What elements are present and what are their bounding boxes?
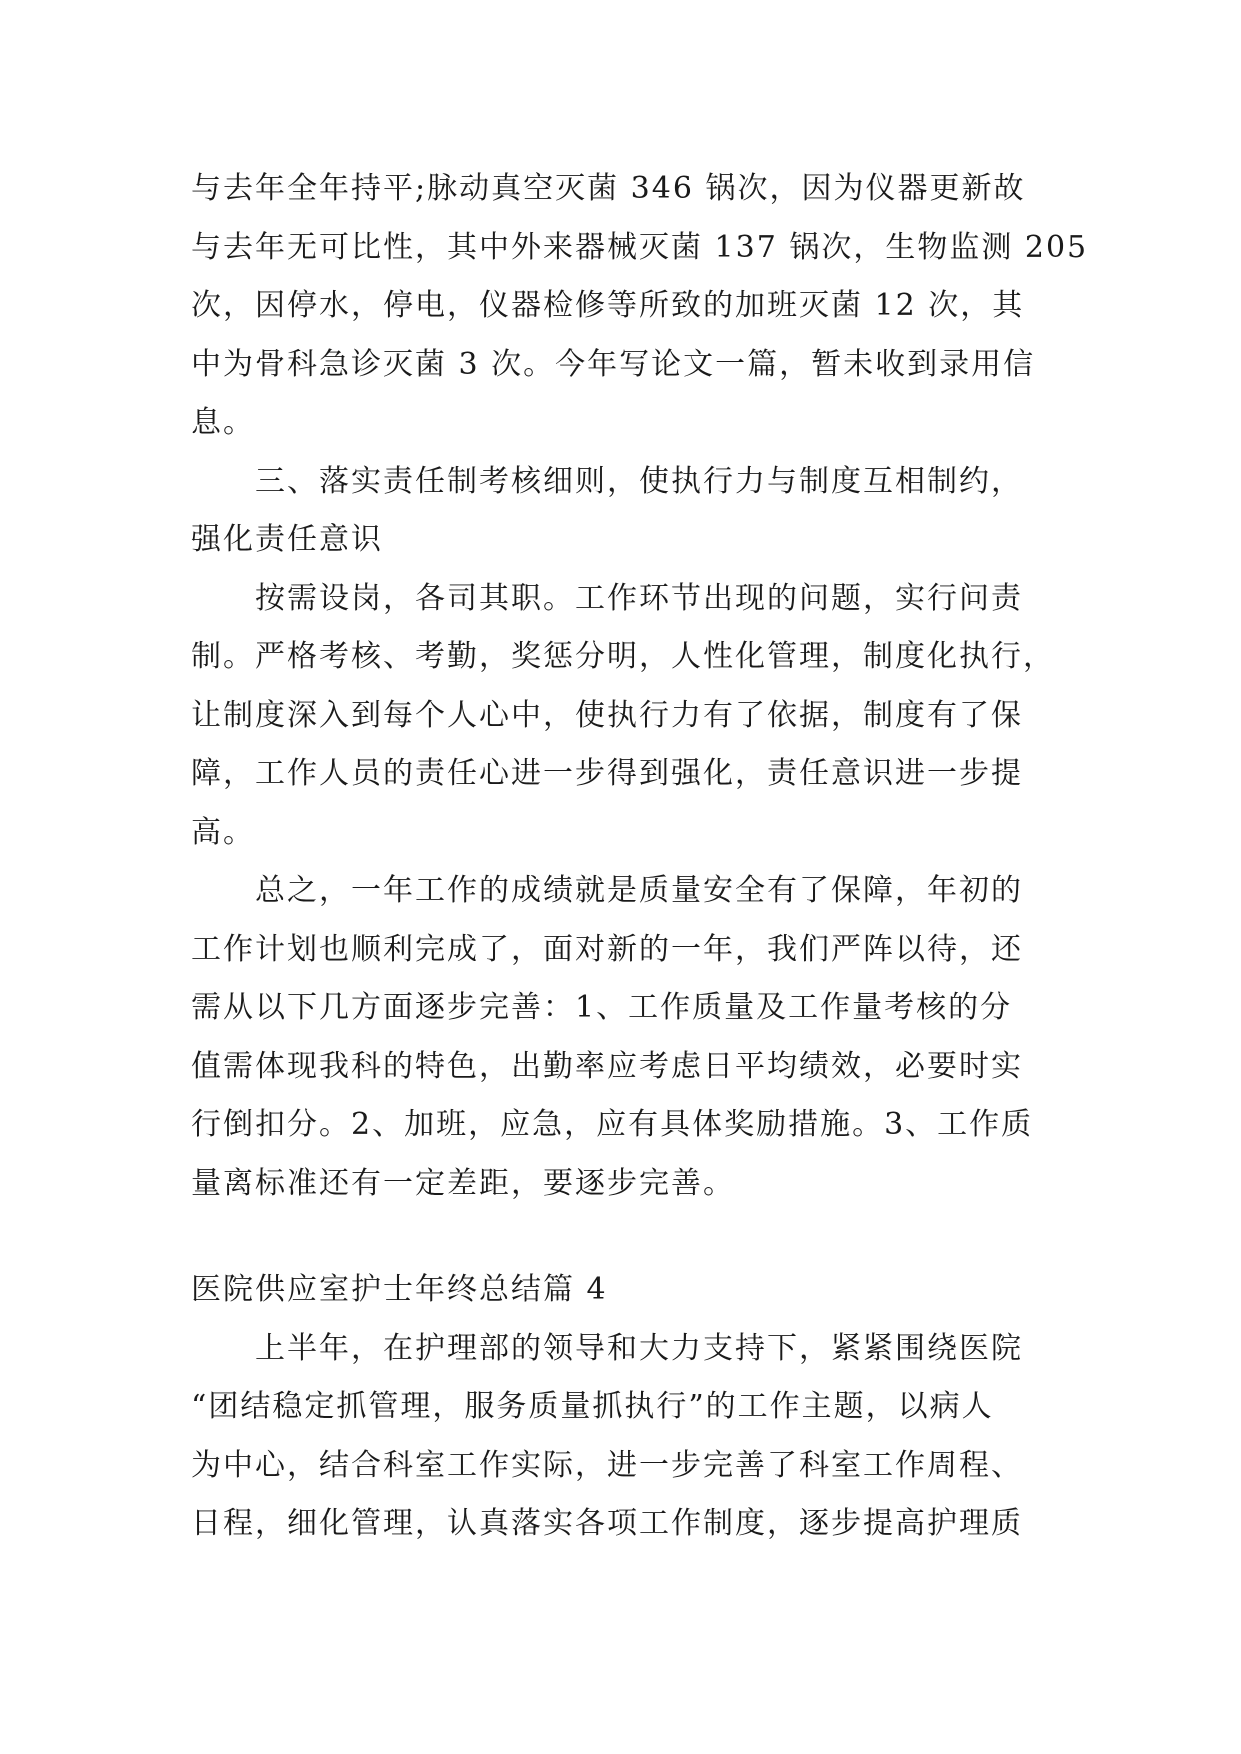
document-body <box>191 160 1089 1554</box>
paragraph-block-1 <box>191 160 1089 1213</box>
text-line: 为中心，结合科室工作实际，进一步完善了科室工作周程、 <box>191 1447 1023 1483</box>
text-line: 总之，一年工作的成绩就是质量安全有了保障，年初的 <box>191 873 1023 908</box>
text-line: 中为骨科急诊灭菌 3 次。今年写论文一篇，暂未收到录用信 <box>191 346 1036 382</box>
text-line: 日程，细化管理，认真落实各项工作制度，逐步提高护理质 <box>191 1506 1023 1541</box>
section-heading-3-line: 三、落实责任制考核细则，使执行力与制度互相制约， <box>191 463 1023 499</box>
text-line: 行倒扣分。2、加班，应急，应有具体奖励措施。3、工作质 <box>191 1107 1034 1142</box>
text-line: 障，工作人员的责任心进一步得到强化，责任意识进一步提 <box>191 756 1023 791</box>
text-line: 息。 <box>191 405 255 440</box>
text-line: 让制度深入到每个人心中，使执行力有了依据，制度有了保 <box>191 697 1023 733</box>
text-line: 需从以下几方面逐步完善：1、工作质量及工作量考核的分 <box>191 990 1013 1025</box>
text-line: 制。严格考核、考勤，奖惩分明，人性化管理，制度化执行， <box>191 639 1055 674</box>
text-line: 与去年无可比性，其中外来器械灭菌 137 锅次，生物监测 205 <box>191 229 1089 265</box>
text-line: 次，因停水，停电，仪器检修等所致的加班灭菌 12 次，其 <box>191 288 1025 323</box>
text-line: 高。 <box>191 814 255 850</box>
section-title: 医院供应室护士年终总结篇 4 <box>191 1272 608 1307</box>
text-line: 量离标准还有一定差距，要逐步完善。 <box>191 1165 735 1201</box>
text-line: “团结稳定抓管理，服务质量抓执行”的工作主题，以病人 <box>191 1389 994 1424</box>
section-spacer <box>191 1213 1053 1261</box>
text-line: 值需体现我科的特色，出勤率应考虑日平均绩效，必要时实 <box>191 1048 1023 1084</box>
text-line: 工作计划也顺利完成了，面对新的一年，我们严阵以待，还 <box>191 931 1023 967</box>
text-line: 按需设岗，各司其职。工作环节出现的问题，实行问责 <box>191 580 1023 616</box>
section-heading-3-line: 强化责任意识 <box>191 522 383 557</box>
text-line: 上半年，在护理部的领导和大力支持下，紧紧围绕医院 <box>191 1330 1023 1366</box>
section-4 <box>191 1261 1053 1554</box>
text-line: 与去年全年持平;脉动真空灭菌 346 锅次，因为仪器更新故 <box>191 171 1026 206</box>
